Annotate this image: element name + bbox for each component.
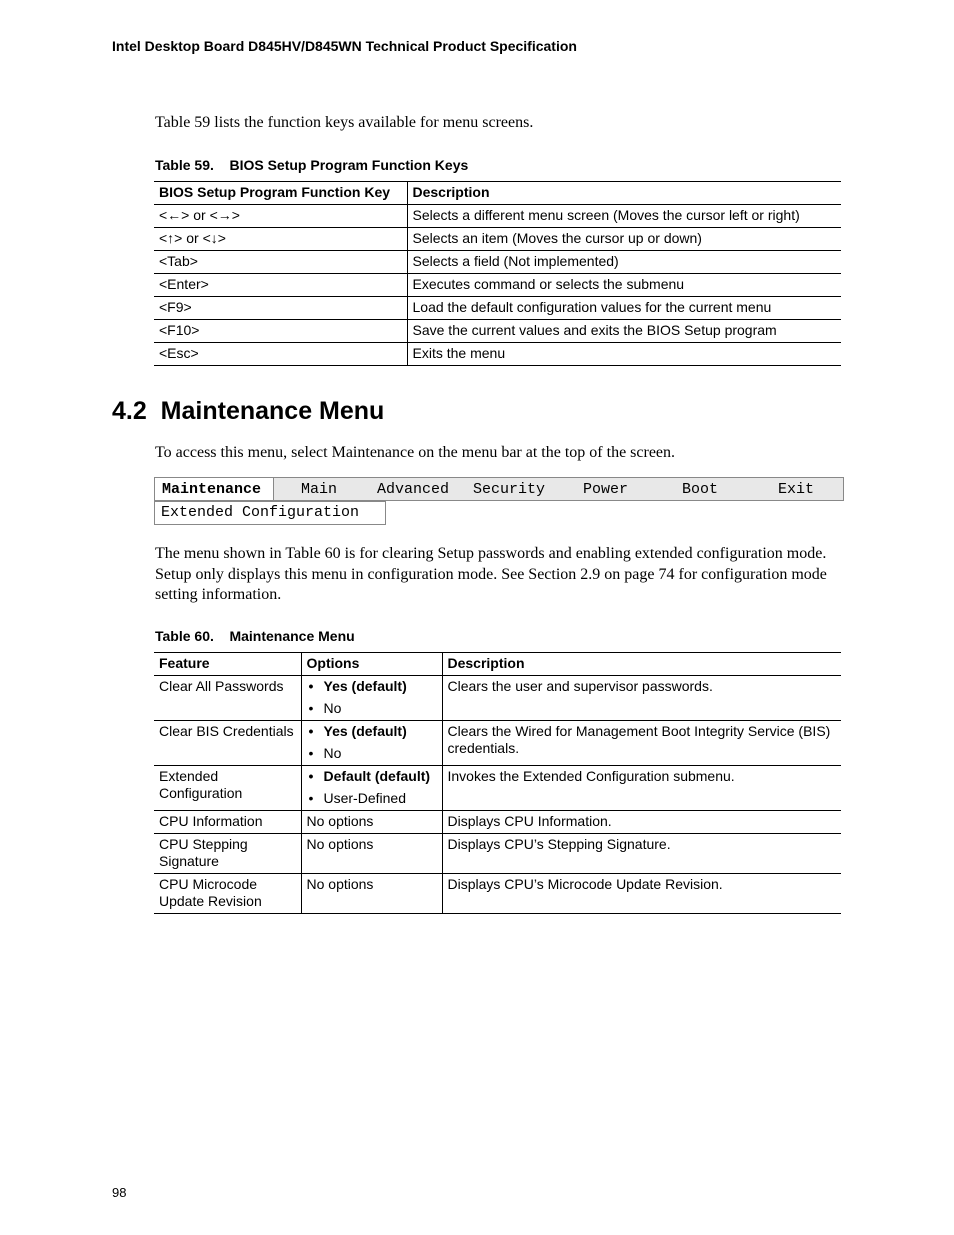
table-row [154, 228, 841, 251]
table-row [154, 251, 841, 274]
table60-caption-number: Table 60. [155, 628, 214, 644]
function-key: <F10> [154, 320, 407, 343]
submenu-label: Extended Configuration [161, 504, 360, 521]
feature-cell: Clear BIS Credentials [154, 721, 301, 766]
menu-item-boot[interactable]: Boot [682, 481, 719, 498]
function-key: <Enter> [154, 274, 407, 297]
table60-caption-title: Maintenance Menu [229, 628, 355, 644]
table59-caption [155, 157, 468, 173]
menu-item-advanced[interactable]: Advanced [377, 481, 450, 498]
table59-header-key: BIOS Setup Program Function Key [154, 182, 407, 205]
function-description: Load the default configuration values for the current menu [407, 297, 841, 320]
option-item: • No [307, 700, 437, 717]
table-row [154, 343, 841, 366]
options-cell: No options [301, 874, 442, 914]
table-row [154, 320, 841, 343]
bios-menu-bar [154, 477, 844, 501]
table-row [154, 721, 841, 766]
table-row [154, 676, 841, 721]
menu-item-label: Maintenance [162, 481, 262, 498]
page-number: 98 [112, 1185, 127, 1200]
function-description: Save the current values and exits the BIOS Setup program [407, 320, 841, 343]
table59-function-keys [154, 181, 841, 366]
table59-header-description: Description [407, 182, 841, 205]
running-header: Intel Desktop Board D845HV/D845WN Technical Product Specification [112, 38, 577, 54]
description-cell: Clears the Wired for Management Boot Integrity Service (BIS) credentials. [442, 721, 841, 766]
table-row [154, 274, 841, 297]
function-key: <←> or <→> [154, 205, 407, 228]
description-cell: Clears the user and supervisor passwords. [442, 676, 841, 721]
table-row [154, 297, 841, 320]
table59-header-row [154, 182, 841, 205]
description-cell: Displays CPU’s Stepping Signature. [442, 834, 841, 874]
function-description: Selects a field (Not implemented) [407, 251, 841, 274]
table60-header-row [154, 653, 841, 676]
feature-cell: Extended Configuration [154, 766, 301, 811]
menu-item-maintenance[interactable] [155, 478, 274, 500]
function-key: <Tab> [154, 251, 407, 274]
access-paragraph: To access this menu, select Maintenance on the menu bar at the top of the screen. [155, 444, 676, 461]
options-cell [301, 766, 442, 811]
table59-caption-title: BIOS Setup Program Function Keys [229, 157, 469, 173]
feature-cell: Clear All Passwords [154, 676, 301, 721]
table-row [154, 205, 841, 228]
intro-paragraph: Table 59 lists the function keys available for menu screens. [155, 114, 534, 131]
feature-cell: CPU Stepping Signature [154, 834, 301, 874]
options-cell: No options [301, 811, 442, 834]
section-number: 4.2 [112, 397, 147, 425]
table-row [154, 874, 841, 914]
menu-item-exit[interactable]: Exit [778, 481, 815, 498]
options-cell [301, 676, 442, 721]
option-item: • No [307, 745, 437, 762]
table-row [154, 834, 841, 874]
table59-caption-number: Table 59. [155, 157, 214, 173]
function-key: <F9> [154, 297, 407, 320]
menu-item-power[interactable]: Power [583, 481, 629, 498]
function-key: <↑> or <↓> [154, 228, 407, 251]
option-item: • Default (default) [307, 768, 437, 785]
table60-caption [155, 628, 355, 644]
options-cell: No options [301, 834, 442, 874]
feature-cell: CPU Information [154, 811, 301, 834]
description-paragraph: The menu shown in Table 60 is for clearing Setup passwords and enabling extended configuration mode. Setup only displays this menu in configuration mode. See Section 2.9 on page 74 for configuration mode setting information. [155, 545, 827, 603]
description-cell: Invokes the Extended Configuration submenu. [442, 766, 841, 811]
section-heading [112, 397, 384, 426]
options-cell [301, 721, 442, 766]
submenu-extended-configuration[interactable] [154, 501, 386, 525]
function-key: <Esc> [154, 343, 407, 366]
option-item: • Yes (default) [307, 723, 437, 740]
menu-item-security[interactable]: Security [473, 481, 546, 498]
table-row [154, 811, 841, 834]
feature-cell: CPU Microcode Update Revision [154, 874, 301, 914]
table60-header-description: Description [442, 653, 841, 676]
table60-maintenance-menu [154, 652, 841, 914]
option-item: • User-Defined [307, 790, 437, 807]
option-item: • Yes (default) [307, 678, 437, 695]
function-description: Selects a different menu screen (Moves the cursor left or right) [407, 205, 841, 228]
function-description: Executes command or selects the submenu [407, 274, 841, 297]
table60-header-feature: Feature [154, 653, 301, 676]
function-description: Exits the menu [407, 343, 841, 366]
table-row [154, 766, 841, 811]
menu-item-main[interactable]: Main [301, 481, 338, 498]
description-cell: Displays CPU Information. [442, 811, 841, 834]
description-cell: Displays CPU’s Microcode Update Revision. [442, 874, 841, 914]
function-description: Selects an item (Moves the cursor up or down) [407, 228, 841, 251]
section-title: Maintenance Menu [160, 397, 385, 425]
table60-header-options: Options [301, 653, 442, 676]
